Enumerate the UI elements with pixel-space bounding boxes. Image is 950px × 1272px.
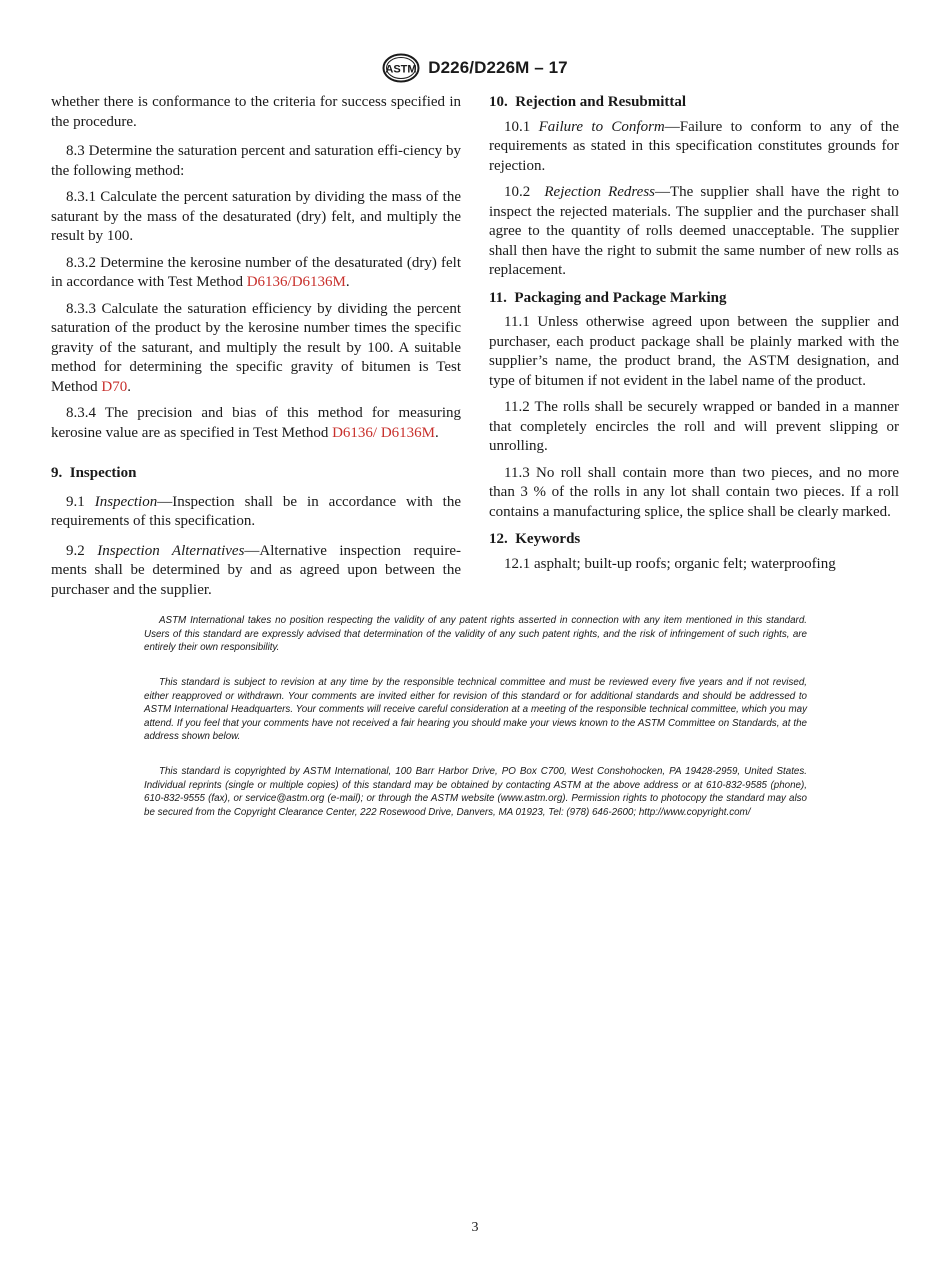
section-heading-11: 11. Packaging and Package Marking <box>489 289 727 306</box>
paragraph-11-3: 11.3 No roll shall contain more than two pieces, and no more than 3 % of the rolls in any lot shall contain two pieces. If a roll contains a manufacturing splice, the splice shall be clearly marked. <box>489 464 899 520</box>
paragraph-8-3-1: 8.3.1 Calculate the percent saturation by dividing the mass of the saturant by the mass of the desaturated (dry) felt, and multiply the result by 100. <box>51 189 461 244</box>
paragraph-8-3-4: 8.3.4 The precision and bias of this method for measuring kerosine value are as specified in Test Method D6136/ D6136M. <box>51 405 461 441</box>
section-heading-12: 12. Keywords <box>489 531 581 547</box>
astm-logo-text: ASTM <box>385 63 417 76</box>
paragraph-10-2: 10.2 Rejection Redress—The supplier shall have the right to inspect the rejected materials. The supplier and the purchaser shall agree to the quantity of rolls deemed unacceptable. The supplier shall then have the right to submit the same number of new rolls as replacement. <box>489 184 899 278</box>
paragraph-8-3-2: 8.3.2 Determine the kerosine number of the desaturated (dry) felt in accordance with Test Method D6136/D6136M. <box>51 254 461 290</box>
paragraph-10-1: 10.1 Failure to Conform—Failure to conform to any of the requirements as stated in this specification constitutes grounds for rejection. <box>489 118 899 174</box>
page-number: 3 <box>471 1220 479 1235</box>
paragraph-9-1: 9.1 Inspection—Inspection shall be in accordance with the requirements of this specification. <box>51 493 462 529</box>
footer-copyright-notice: This standard is copyrighted by ASTM International, 100 Barr Harbor Drive, PO Box C700, West Conshohocken, PA 19428-2959, United States. Individual reprints (single or multiple copies) of this standard may be obtained by contacting ASTM at the above address or at 610-832-9585 (phone), 610-832-9555 (fax), or service@astm.org (e-mail); or through the ASTM website (www.astm.org). Permission rights to photocopy the standard may also be secured from the Copyright Clearance Center, 222 Rosewood Drive, Danvers, MA 01923, Tel: (978) 646-2600; http://www.copyright.com/ <box>144 766 807 818</box>
page-header <box>0 52 950 84</box>
paragraph-9-2: 9.2 Inspection Alternatives—Alternative inspection require-ments shall be determined by and as agreed upon between the purchaser and the supplier. <box>51 542 461 598</box>
paragraph-8-3: 8.3 Determine the saturation percent and saturation effi-ciency by the following method: <box>51 143 461 179</box>
paragraph-8-3-3: 8.3.3 Calculate the saturation efficiency by dividing the percent saturation of the product by the kerosine number times the specific gravity of the saturant, and multiply the result by 100. A suitable method for determining the specific gravity of bitumen is Test Method D70. <box>51 300 461 395</box>
standard-designation: D226/D226M – 17 <box>428 58 568 77</box>
section-heading-9: 9. Inspection <box>51 465 137 481</box>
footer-revision-notice: This standard is subject to revision at any time by the responsible technical committee and must be reviewed every five years and if not revised, either reapproved or withdrawn. Your comments are invited either for revision of this standard or for additional standards and should be addressed to ASTM International Headquarters. Your comments will receive careful consideration at a meeting of the responsible technical committee, which you may attend. If you feel that your comments have not received a fair hearing you should make your views known to the ASTM Committee on Standards, at the address shown below. <box>144 677 807 743</box>
link-d6136[interactable]: D6136/D6136M <box>246 274 346 290</box>
link-d6136-2[interactable]: D6136/ D6136M <box>332 424 436 441</box>
section-heading-10: 10. Rejection and Resubmittal <box>489 94 687 110</box>
left-column <box>51 93 461 600</box>
paragraph-12-1: 12.1 asphalt; built-up roofs; organic felt; waterproofing <box>504 555 836 572</box>
paragraph-11-1: 11.1 Unless otherwise agreed upon between the supplier and purchaser, each product package shall be plainly marked with the supplier’s name, the product brand, the ASTM designation, and type of bitumen if not evident in the label name of the product. <box>489 314 899 389</box>
link-d70[interactable]: D70 <box>101 378 128 395</box>
paragraph-11-2: 11.2 The rolls shall be securely wrapped or banded in a manner that completely encircles the roll and will prevent slipping or unrolling. <box>489 399 899 454</box>
paragraph-8-2-continued: whether there is conformance to the criteria for success specified in the procedure. <box>51 94 461 130</box>
astm-logo-icon <box>382 53 420 83</box>
right-column <box>489 93 899 574</box>
footer-patent-notice: ASTM International takes no position respecting the validity of any patent rights asserted in connection with any item mentioned in this standard. Users of this standard are expressly advised that determination of the validity of any such patent rights, and the risk of infringement of such rights, are entirely their own responsibility. <box>144 615 807 654</box>
